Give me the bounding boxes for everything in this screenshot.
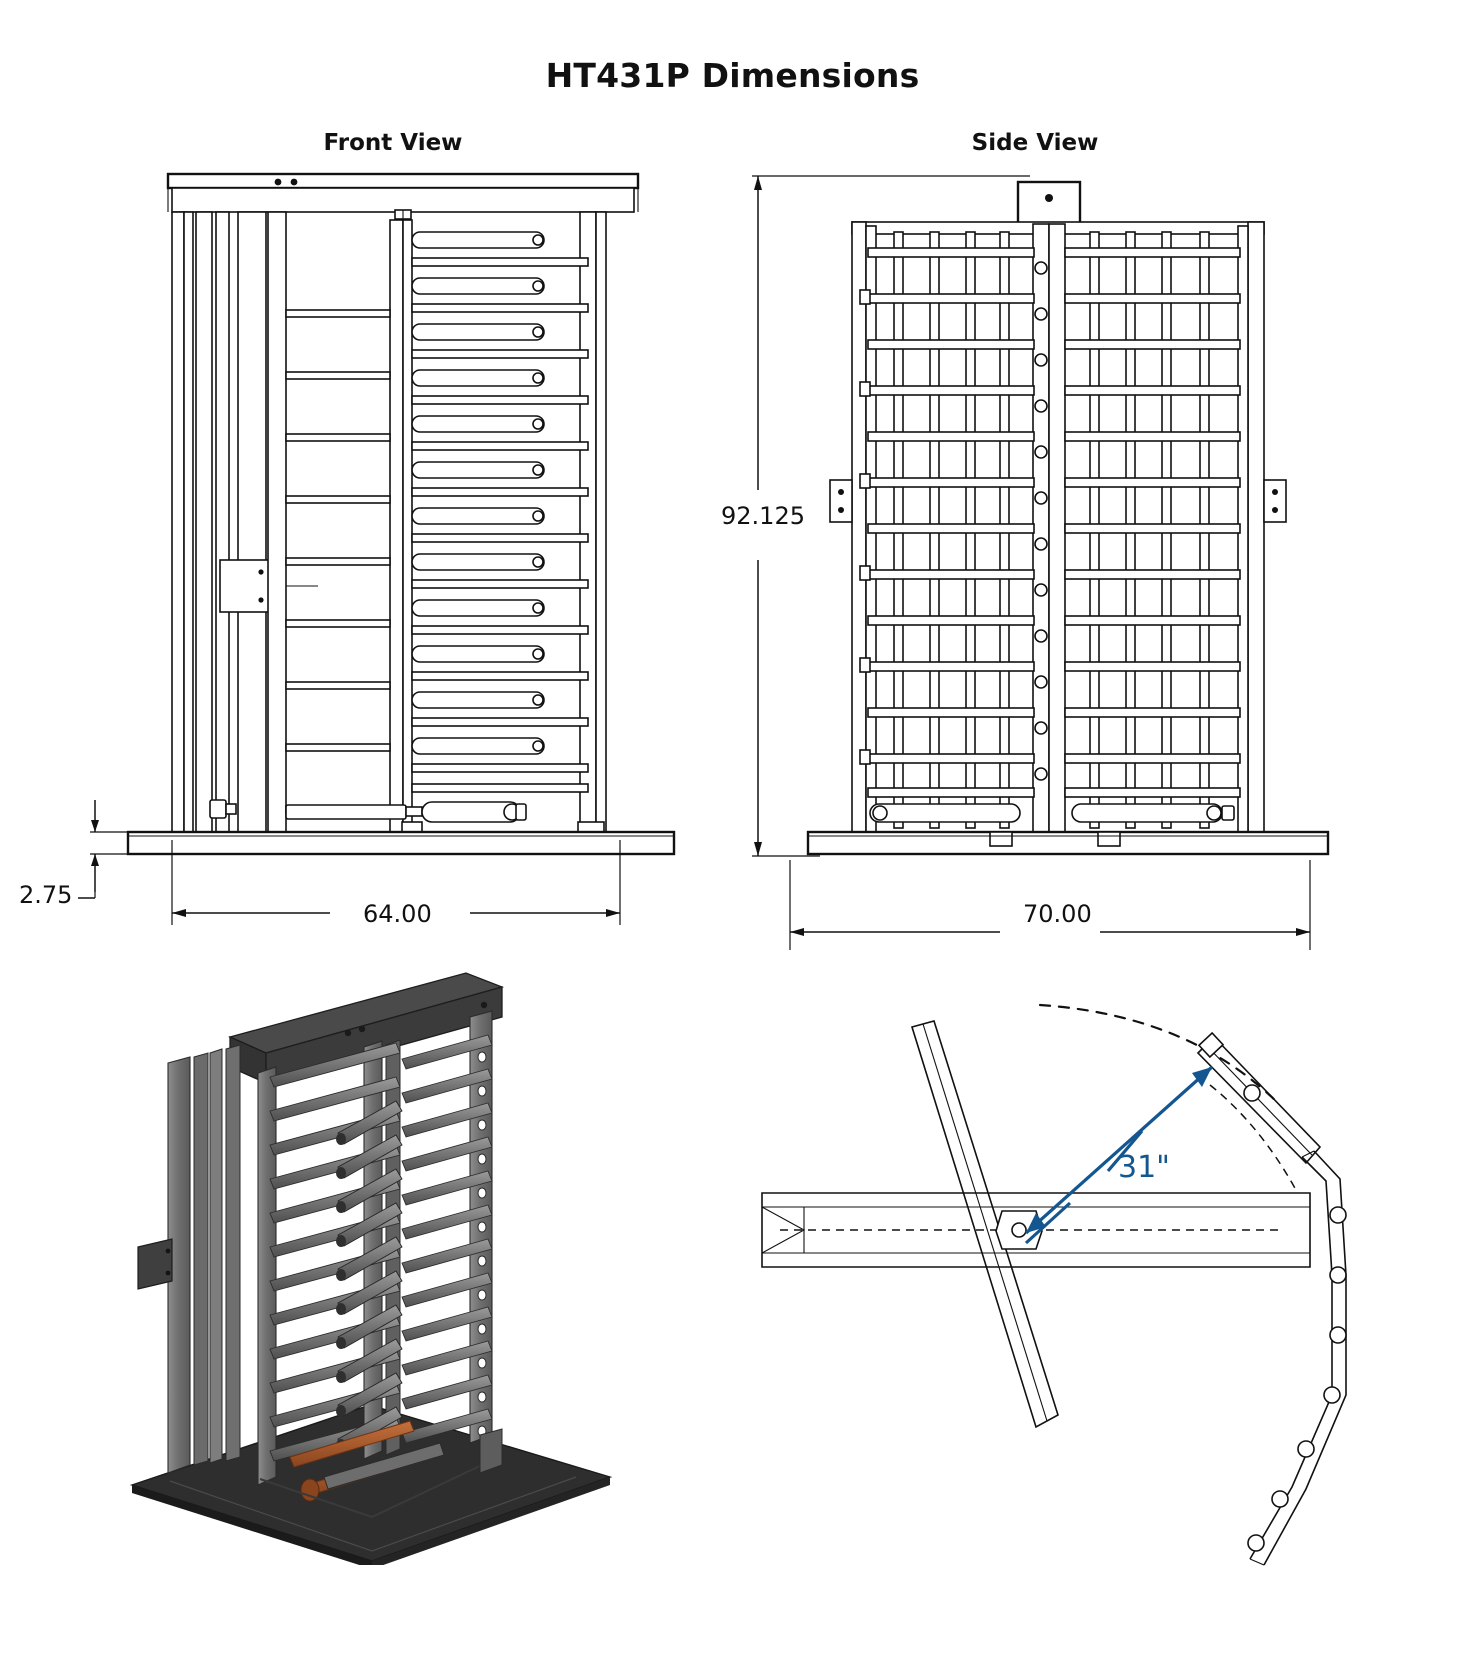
top-detail-drawing: [740, 975, 1380, 1595]
dimension-base-thickness: 2.75: [14, 881, 77, 909]
front-view-dimensions: [0, 780, 700, 955]
dimension-height: 92.125: [716, 502, 810, 530]
page-title: HT431P Dimensions: [545, 56, 920, 95]
isometric-view-drawing: [110, 965, 630, 1565]
dimension-width-front: 64.00: [358, 900, 437, 928]
dimension-depth-side: 70.00: [1018, 900, 1097, 928]
side-view-label: Side View: [971, 130, 1099, 156]
side-view-dimensions: [700, 160, 1400, 960]
front-view-label: Front View: [323, 130, 463, 156]
dimension-arm-radius: 31": [1118, 1150, 1170, 1185]
